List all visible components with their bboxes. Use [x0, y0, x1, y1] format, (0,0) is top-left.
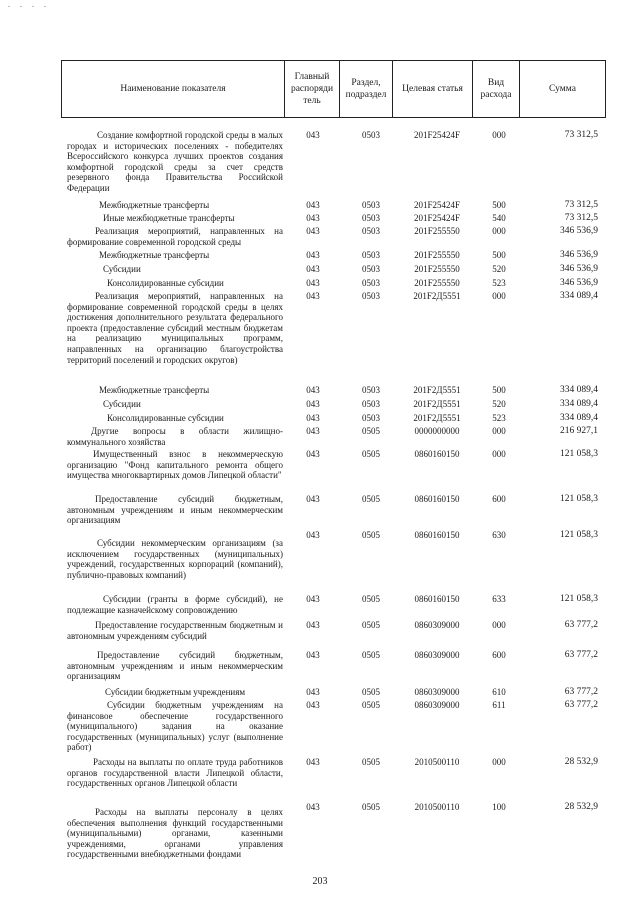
row-razdel: 0505 — [362, 426, 380, 436]
page-number: 203 — [312, 876, 328, 887]
row-razdel: 0503 — [362, 385, 380, 395]
row-glav: 043 — [306, 250, 320, 260]
row-vid: 500 — [492, 250, 506, 260]
row-name: Межбюджетные трансферты — [99, 385, 210, 395]
row-vid: 630 — [492, 530, 506, 540]
row-name: Другие вопросы в области жилищно-коммунального хозяйства — [67, 426, 283, 447]
row-celevaya: 0860160150 — [414, 494, 460, 504]
row-name: Субсидии — [103, 399, 141, 409]
row-celevaya: 201F25424F — [413, 130, 460, 140]
row-summa: 63 777,2 — [564, 700, 598, 710]
row-razdel: 0505 — [362, 650, 380, 660]
row-razdel: 0503 — [362, 399, 380, 409]
row-glav: 043 — [306, 413, 320, 423]
row-vid: 520 — [492, 399, 506, 409]
row-name: Расходы на выплаты персоналу в целях обеспечения выполнения функций государственными (муниципальными) органами, казенными учреждениями, органами управления государственными внебюджетными фондами — [67, 807, 283, 860]
row-celevaya: 0860309000 — [414, 687, 460, 697]
row-celevaya: 201F2Д5551 — [413, 399, 461, 409]
row-vid: 000 — [492, 449, 506, 459]
row-razdel: 0503 — [362, 200, 380, 210]
row-glav: 043 — [306, 130, 320, 140]
row-razdel: 0503 — [362, 278, 380, 288]
row-celevaya: 201F2Д5551 — [413, 413, 461, 423]
row-name: Реализация мероприятий, направленных на формирование современной городской среды в целях достижения дополнительного результата федерального проекта (предоставление субсидий местным бюджетам на реализацию муниципальных программ, направленных на организацию благоустройства территорий поселений и городских округов) — [67, 291, 283, 365]
row-celevaya: 0860160150 — [414, 530, 460, 540]
row-razdel: 0505 — [362, 594, 380, 604]
row-vid: 100 — [492, 802, 506, 812]
row-vid: 600 — [492, 650, 506, 660]
row-summa: 28 532,9 — [564, 802, 598, 812]
header-vid: Вид расхода — [473, 61, 520, 117]
row-vid: 520 — [492, 264, 506, 274]
row-name: Консолидированные субсидии — [107, 413, 224, 423]
row-vid: 611 — [492, 700, 506, 710]
row-celevaya: 201F25424F — [413, 200, 460, 210]
row-celevaya: 0860309000 — [414, 700, 460, 710]
row-celevaya: 201F255550 — [414, 226, 460, 236]
row-razdel: 0503 — [362, 130, 380, 140]
row-name: Субсидии некоммерческим организациям (за исключением государственных (муниципальных) учреждений, государственных корпораций (компаний), публично-правовых компаний) — [67, 538, 283, 580]
header-razdel: Раздел, подраздел — [340, 61, 393, 117]
row-celevaya: 201F255550 — [414, 264, 460, 274]
table-header — [61, 60, 606, 118]
row-razdel: 0505 — [362, 757, 380, 767]
row-name: Субсидии бюджетным учреждениям — [105, 687, 246, 697]
row-glav: 043 — [306, 449, 320, 459]
row-vid: 500 — [492, 385, 506, 395]
row-glav: 043 — [306, 757, 320, 767]
row-razdel: 0505 — [362, 802, 380, 812]
row-vid: 523 — [492, 278, 506, 288]
row-summa: 334 089,4 — [560, 399, 598, 409]
row-glav: 043 — [306, 278, 320, 288]
row-glav: 043 — [306, 594, 320, 604]
row-summa: 346 536,9 — [560, 278, 598, 288]
row-summa: 334 089,4 — [560, 413, 598, 423]
row-razdel: 0505 — [362, 620, 380, 630]
row-celevaya: 0860160150 — [414, 449, 460, 459]
header-glav: Главный распоряди тель — [285, 61, 340, 117]
scan-artifact — [8, 6, 10, 7]
row-summa: 28 532,9 — [564, 757, 598, 767]
row-celevaya: 0860160150 — [414, 594, 460, 604]
row-vid: 000 — [492, 226, 506, 236]
row-vid: 610 — [492, 687, 506, 697]
row-razdel: 0503 — [362, 213, 380, 223]
row-razdel: 0503 — [362, 291, 380, 301]
row-summa: 121 058,3 — [560, 494, 598, 504]
row-razdel: 0503 — [362, 226, 380, 236]
row-glav: 043 — [306, 687, 320, 697]
row-summa: 63 777,2 — [564, 620, 598, 630]
row-name: Консолидированные субсидии — [107, 278, 224, 288]
scan-artifact — [44, 6, 46, 7]
row-celevaya: 0860309000 — [414, 620, 460, 630]
row-celevaya: 201F255550 — [414, 278, 460, 288]
row-razdel: 0505 — [362, 700, 380, 710]
row-vid: 000 — [492, 620, 506, 630]
header-summa: Сумма — [549, 84, 576, 94]
row-summa: 121 058,3 — [560, 594, 598, 604]
row-summa: 121 058,3 — [560, 449, 598, 459]
row-summa: 346 536,9 — [560, 264, 598, 274]
row-glav: 043 — [306, 385, 320, 395]
row-vid: 000 — [492, 426, 506, 436]
row-vid: 000 — [492, 757, 506, 767]
row-vid: 600 — [492, 494, 506, 504]
row-name: Предоставление государственным бюджетным и автономным учреждениям субсидий — [67, 620, 283, 641]
row-celevaya: 2010500110 — [414, 802, 460, 812]
row-celevaya: 201F25424F — [413, 213, 460, 223]
scan-artifact — [20, 6, 22, 7]
row-summa: 63 777,2 — [564, 687, 598, 697]
row-summa: 73 312,5 — [564, 213, 598, 223]
row-name: Имущественный взнос в некоммерческую организацию "Фонд капитального ремонта общего имущества многоквартирных домов Липецкой области" — [67, 449, 283, 481]
row-summa: 346 536,9 — [560, 226, 598, 236]
row-name: Межбюджетные трансферты — [99, 250, 210, 260]
row-vid: 540 — [492, 213, 506, 223]
row-razdel: 0503 — [362, 413, 380, 423]
row-summa: 334 089,4 — [560, 291, 598, 301]
row-summa: 346 536,9 — [560, 250, 598, 260]
row-glav: 043 — [306, 530, 320, 540]
row-name: Субсидии бюджетным учреждениям на финансовое обеспечение государственного (муниципального) задания на оказание государственных (муниципальных) услуг (выполнение работ) — [67, 700, 283, 753]
row-summa: 121 058,3 — [560, 530, 598, 540]
row-celevaya: 0000000000 — [414, 426, 460, 436]
row-razdel: 0503 — [362, 264, 380, 274]
row-name: Межбюджетные трансферты — [99, 200, 210, 210]
row-glav: 043 — [306, 399, 320, 409]
row-glav: 043 — [306, 200, 320, 210]
row-name: Создание комфортной городской среды в малых городах и исторических поселениях - победителях Всероссийского конкурса лучших проектов создания комфортной городской среды за счет средств резервного фонда Правительства Российской Федерации — [67, 130, 283, 193]
row-glav: 043 — [306, 213, 320, 223]
row-name: Расходы на выплаты по оплате труда работников органов государственной власти Липецкой области, государственных органов Липецкой области — [67, 757, 283, 789]
scan-artifact — [32, 6, 34, 7]
row-glav: 043 — [306, 291, 320, 301]
row-celevaya: 201F255550 — [414, 250, 460, 260]
row-summa: 334 089,4 — [560, 385, 598, 395]
row-glav: 043 — [306, 700, 320, 710]
row-name: Субсидии (гранты в форме субсидий), не подлежащие казначейскому сопровождению — [67, 594, 283, 615]
row-glav: 043 — [306, 650, 320, 660]
row-summa: 63 777,2 — [564, 650, 598, 660]
row-vid: 500 — [492, 200, 506, 210]
row-summa: 216 927,1 — [560, 426, 598, 436]
row-glav: 043 — [306, 426, 320, 436]
row-razdel: 0503 — [362, 250, 380, 260]
row-celevaya: 2010500110 — [414, 757, 460, 767]
row-name: Предоставление субсидий бюджетным, автономным учреждениям и иным некоммерческим организациям — [67, 494, 283, 526]
row-name: Субсидии — [103, 264, 141, 274]
row-glav: 043 — [306, 620, 320, 630]
row-name: Иные межбюджетные трансферты — [103, 213, 235, 223]
row-celevaya: 0860309000 — [414, 650, 460, 660]
header-celevaya: Целевая статья — [393, 61, 473, 117]
row-razdel: 0505 — [362, 449, 380, 459]
row-name: Реализация мероприятий, направленных на формирование современной городской среды — [67, 226, 283, 247]
row-vid: 633 — [492, 594, 506, 604]
header-name: Наименование показателя — [62, 61, 285, 117]
row-celevaya: 201F2Д5551 — [413, 291, 461, 301]
row-glav: 043 — [306, 264, 320, 274]
row-razdel: 0505 — [362, 687, 380, 697]
row-glav: 043 — [306, 802, 320, 812]
row-vid: 523 — [492, 413, 506, 423]
row-razdel: 0505 — [362, 494, 380, 504]
row-vid: 000 — [492, 130, 506, 140]
row-summa: 73 312,5 — [564, 200, 598, 210]
row-celevaya: 201F2Д5551 — [413, 385, 461, 395]
row-glav: 043 — [306, 226, 320, 236]
row-summa: 73 312,5 — [564, 130, 598, 140]
row-glav: 043 — [306, 494, 320, 504]
row-vid: 000 — [492, 291, 506, 301]
row-razdel: 0505 — [362, 530, 380, 540]
row-name: Предоставление субсидий бюджетным, автономным учреждениям и иным некоммерческим организациям — [67, 650, 283, 682]
